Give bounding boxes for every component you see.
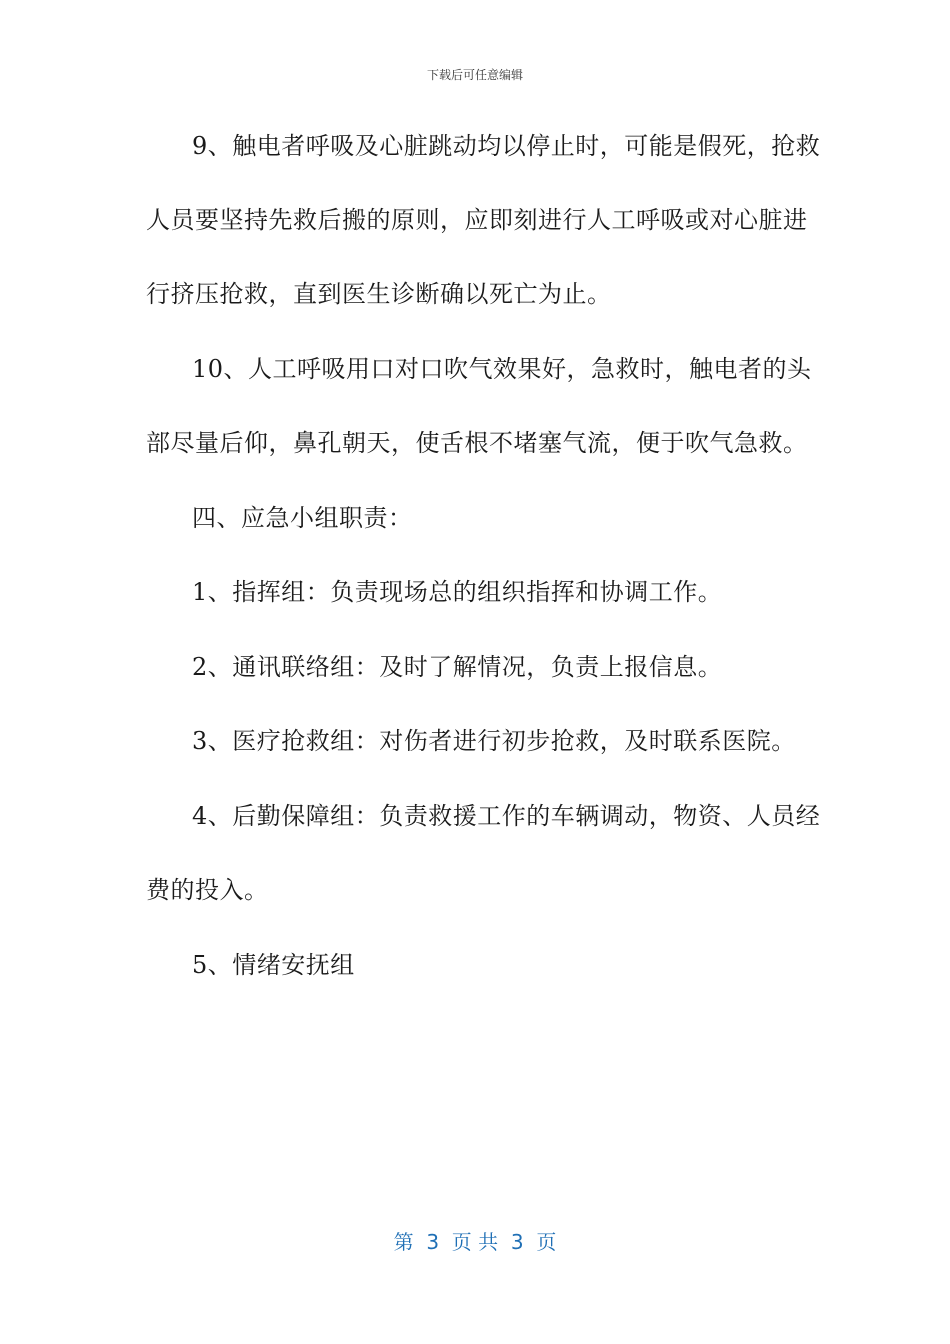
section-heading: 四、应急小组职责： (192, 504, 413, 532)
page-header: 下载后可任意编辑 (426, 68, 523, 82)
list-item: 2、通讯联络组：及时了解情况，负责上报信息。 (192, 653, 723, 681)
list-item: 3、医疗抢救组：对伤者进行初步抢救，及时联系医院。 (192, 727, 796, 755)
paragraph-line: 人员要坚持先救后搬的原则，应即刻进行人工呼吸或对心脏进 (146, 206, 808, 234)
list-item: 5、情绪安抚组 (192, 951, 355, 979)
paragraph-line: 10、人工呼吸用口对口吹气效果好，急救时，触电者的头 (192, 355, 812, 383)
paragraph-line: 行挤压抢救，直到医生诊断确以死亡为止。 (146, 280, 612, 308)
list-item: 4、后勤保障组：负责救援工作的车辆调动，物资、人员经 (192, 802, 821, 830)
paragraph-line: 9、触电者呼吸及心脏跳动均以停止时，可能是假死，抢救 (192, 132, 821, 160)
paragraph-line: 部尽量后仰，鼻孔朝天，使舌根不堵塞气流，便于吹气急救。 (146, 429, 808, 457)
list-item: 1、指挥组：负责现场总的组织指挥和协调工作。 (192, 578, 723, 606)
page-number-footer: 第 3 页 共 3 页 (393, 1230, 557, 1254)
list-item-continuation: 费的投入。 (146, 876, 269, 904)
